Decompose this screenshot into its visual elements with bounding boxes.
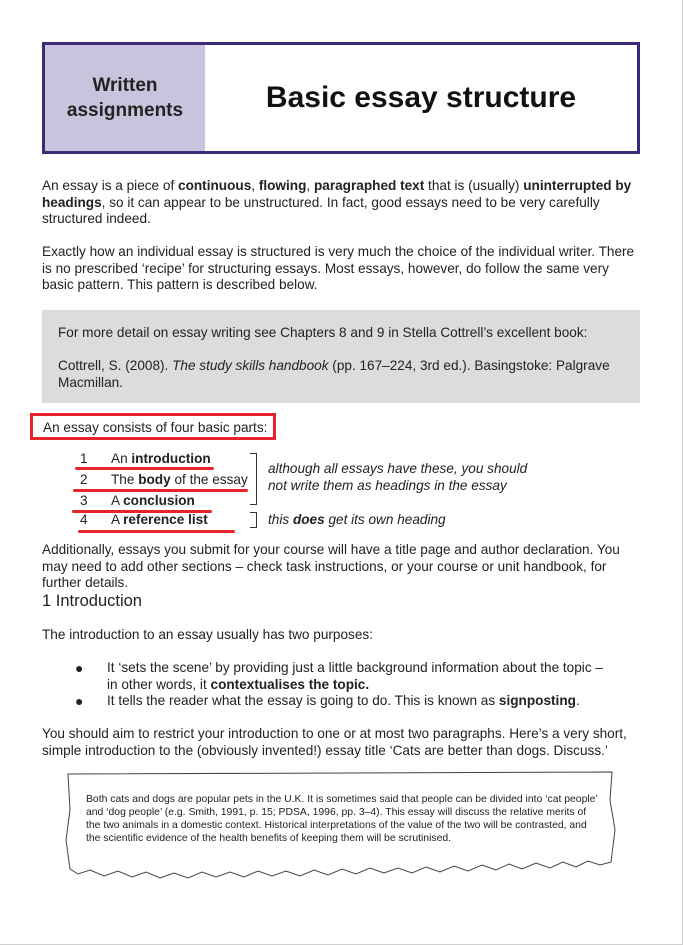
bold-text: uninterrupted by headings	[42, 178, 632, 210]
bold-text: continuous	[178, 178, 252, 193]
red-underline	[78, 530, 235, 533]
bold-text: does	[292, 512, 325, 527]
bullet-item	[107, 660, 617, 693]
text: ,	[251, 178, 259, 193]
example-introduction: Both cats and dogs are popular pets in the U.K. It is sometimes said that people can be divided into ‘cat people’ and ‘dog people’ (e.g. Smith, 1991, p. 15; PDSA, 1996, pp. 3–4). This essay will discuss the relative merits of the two animals in a domestic context. Historical interpretations of the value of the two will be contrasted, and the scientific evidence of the health benefits of keeping them will be scrutinised.	[86, 794, 598, 844]
part-number: 4	[80, 512, 88, 527]
text: this	[268, 512, 293, 527]
note-reference-list	[268, 512, 528, 529]
text: A	[111, 493, 124, 508]
text: An	[111, 451, 132, 466]
bold-text: body	[138, 472, 171, 487]
text: that is (usually)	[424, 178, 524, 193]
note-first-three: although all essays have these, you should not write them as headings in the essay	[268, 461, 528, 493]
header-box	[42, 42, 640, 154]
citation-title: The study skills handbook	[172, 358, 329, 373]
bold-text: paragraphed text	[313, 178, 425, 193]
bold-text: reference list	[123, 512, 208, 527]
red-underline	[75, 467, 214, 470]
red-underline	[73, 489, 248, 492]
parts-intro-highlight	[30, 413, 276, 440]
bold-text: signposting	[498, 693, 576, 708]
parts-intro: An essay consists of four basic parts:	[43, 420, 268, 435]
part-number: 1	[80, 451, 88, 466]
part-item	[80, 472, 248, 487]
bold-text: conclusion	[123, 493, 195, 508]
bullet-icon: ●	[75, 693, 84, 709]
section-label: Written assignments	[45, 45, 205, 151]
text: An essay is a piece of	[42, 178, 179, 193]
part-number: 3	[80, 493, 88, 508]
text: A	[111, 512, 124, 527]
text: , so it can appear to be unstructured. In fact, good essays need to be very carefully structured indeed.	[42, 194, 600, 226]
text: .	[575, 693, 580, 708]
bracket-reference-list	[250, 512, 257, 528]
text: The	[111, 472, 139, 487]
citation-details: (pp. 167–224, 3rd ed.). Basingstoke: Palgrave Macmillan.	[58, 358, 610, 390]
text: It ‘sets the scene’ by providing just a little background information about the topic – in other words, it	[107, 660, 603, 692]
reference-intro: For more detail on essay writing see Chapters 8 and 9 in Stella Cottrell’s excellent book:	[58, 325, 588, 340]
text: get its own heading	[324, 512, 446, 527]
pattern-paragraph: Exactly how an individual essay is structured is very much the choice of the individual writer. There is no prescribed ‘recipe’ for structuring essays. Most essays, however, do follow the same very basic pattern. This pattern is described below.	[42, 244, 635, 292]
part-number: 2	[80, 472, 88, 487]
additional-paragraph: Additionally, essays you submit for your course will have a title page and author declaration. You may need to add other sections – check task instructions, or your course or unit handbook, for further details.	[42, 542, 620, 590]
bullet-item	[107, 693, 617, 710]
bracket-first-three	[250, 453, 257, 505]
section-heading: 1 Introduction	[42, 592, 142, 610]
intro-paragraph	[42, 178, 642, 228]
citation-author: Cottrell, S. (2008).	[58, 358, 173, 373]
reference-box	[42, 310, 640, 403]
page-title: Basic essay structure	[265, 81, 577, 114]
bullet-icon: ●	[75, 660, 84, 676]
bold-text: introduction	[131, 451, 211, 466]
text: of the essay	[170, 472, 248, 487]
section-lead: The introduction to an essay usually has two purposes:	[42, 627, 373, 642]
text: ,	[306, 178, 314, 193]
reference-citation	[58, 358, 618, 391]
part-item	[80, 512, 208, 527]
part-item	[80, 493, 195, 508]
part-item	[80, 451, 211, 466]
bold-text: contextualises the topic.	[210, 676, 370, 692]
text: It tells the reader what the essay is going to do. This is known as	[107, 693, 499, 708]
bold-text: flowing	[258, 178, 307, 193]
section-closing: You should aim to restrict your introduction to one or at most two paragraphs. Here’s a very short, simple introduction to the (obviously invented!) essay title ‘Cats are better than dogs. Discuss.’	[42, 726, 627, 758]
